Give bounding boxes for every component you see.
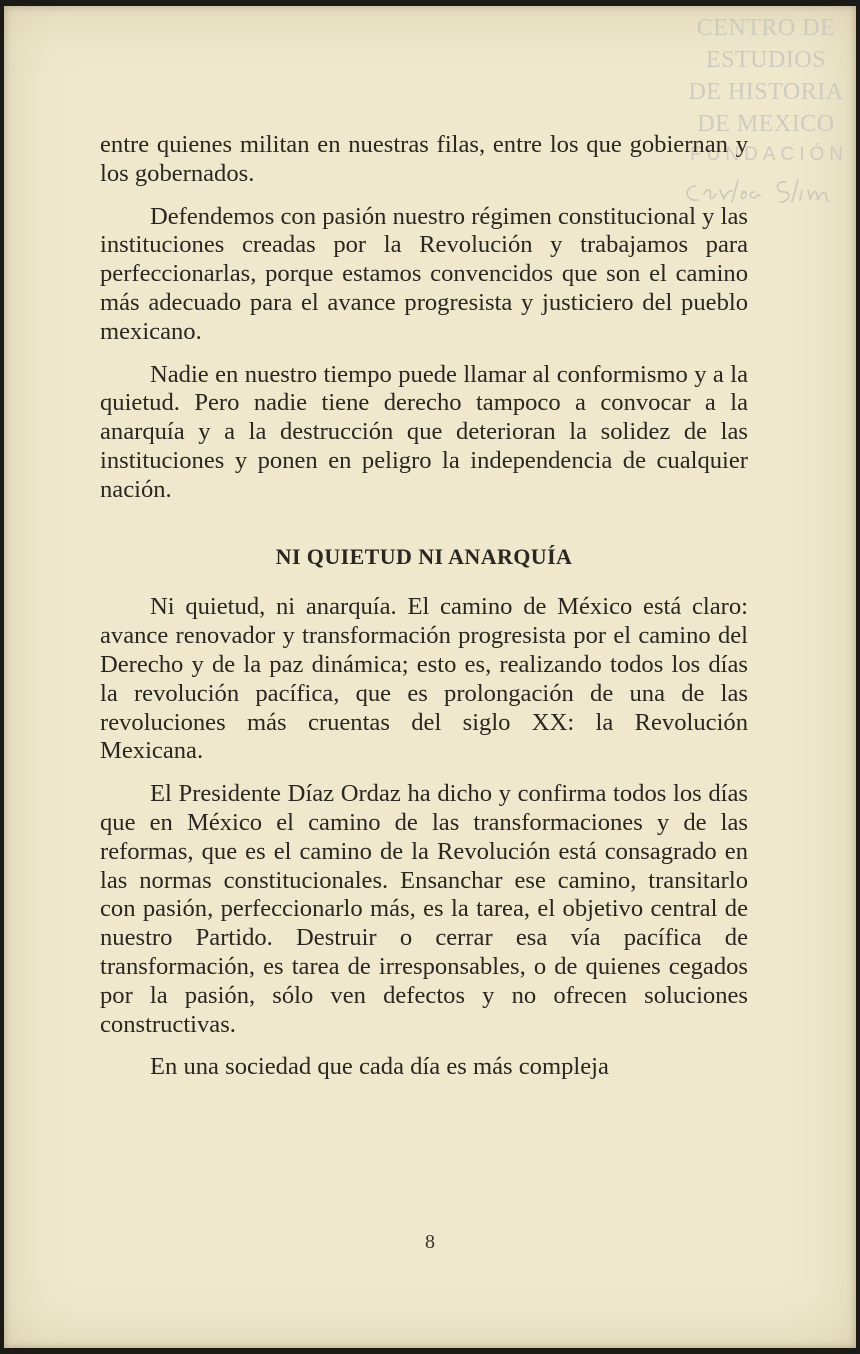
- watermark-fundacion: FUNDACIÓN: [690, 144, 848, 165]
- paragraph: Defendemos con pasión nuestro régimen constitucional y las instituciones creadas por la Revolución y trabajamos para perfeccionarlas, porque estamos convencidos que son el camino más adecuado para el avance progresista y justiciero del pueblo mexicano.: [100, 202, 748, 345]
- paragraph: En una sociedad que cada día es más compleja: [150, 1053, 609, 1081]
- paragraph: entre quienes militan en nuestras filas, entre los que gobiernan y los gobernados.: [100, 131, 748, 187]
- document-body: [100, 131, 748, 1096]
- watermark-line: DE MEXICO: [697, 111, 835, 137]
- watermark-line: CENTRO DE: [696, 15, 836, 41]
- page-number: 8: [425, 1231, 435, 1253]
- paragraph: Nadie en nuestro tiempo puede llamar al conformismo y a la quietud. Pero nadie tiene derecho tampoco a convocar a la anarquía y a la destrucción que deterioran la solidez de las instituciones y ponen en peligro la independencia de cualquier nación.: [100, 360, 748, 503]
- watermark-line: ESTUDIOS: [705, 47, 826, 73]
- paragraph: Ni quietud, ni anarquía. El camino de México está claro: avance renovador y transformación progresista por el camino del Derecho y de la paz dinámica; esto es, realizando todos los días la revolución pacífica, que es prolongación de una de las revoluciones más cruentas del siglo XX: la Revolución Mexicana.: [100, 593, 748, 765]
- paper-sheet: [4, 6, 856, 1348]
- section-heading: NI QUIETUD NI ANARQUÍA: [275, 543, 573, 569]
- watermark-line: DE HISTORIA: [688, 79, 844, 105]
- paragraph: El Presidente Díaz Ordaz ha dicho y confirma todos los días que en México el camino de las transformaciones y de las reformas, que es el camino de la Revolución está consagrado en las normas constitucionales. Ensanchar ese camino, transitarlo con pasión, perfeccionarlo más, es la tarea, el objetivo central de nuestro Partido. Destruir o cerrar esa vía pacífica de transformación, es tarea de irresponsables, o de quienes cegados por la pasión, sólo ven defectos y no ofrecen soluciones constructivas.: [100, 780, 748, 1038]
